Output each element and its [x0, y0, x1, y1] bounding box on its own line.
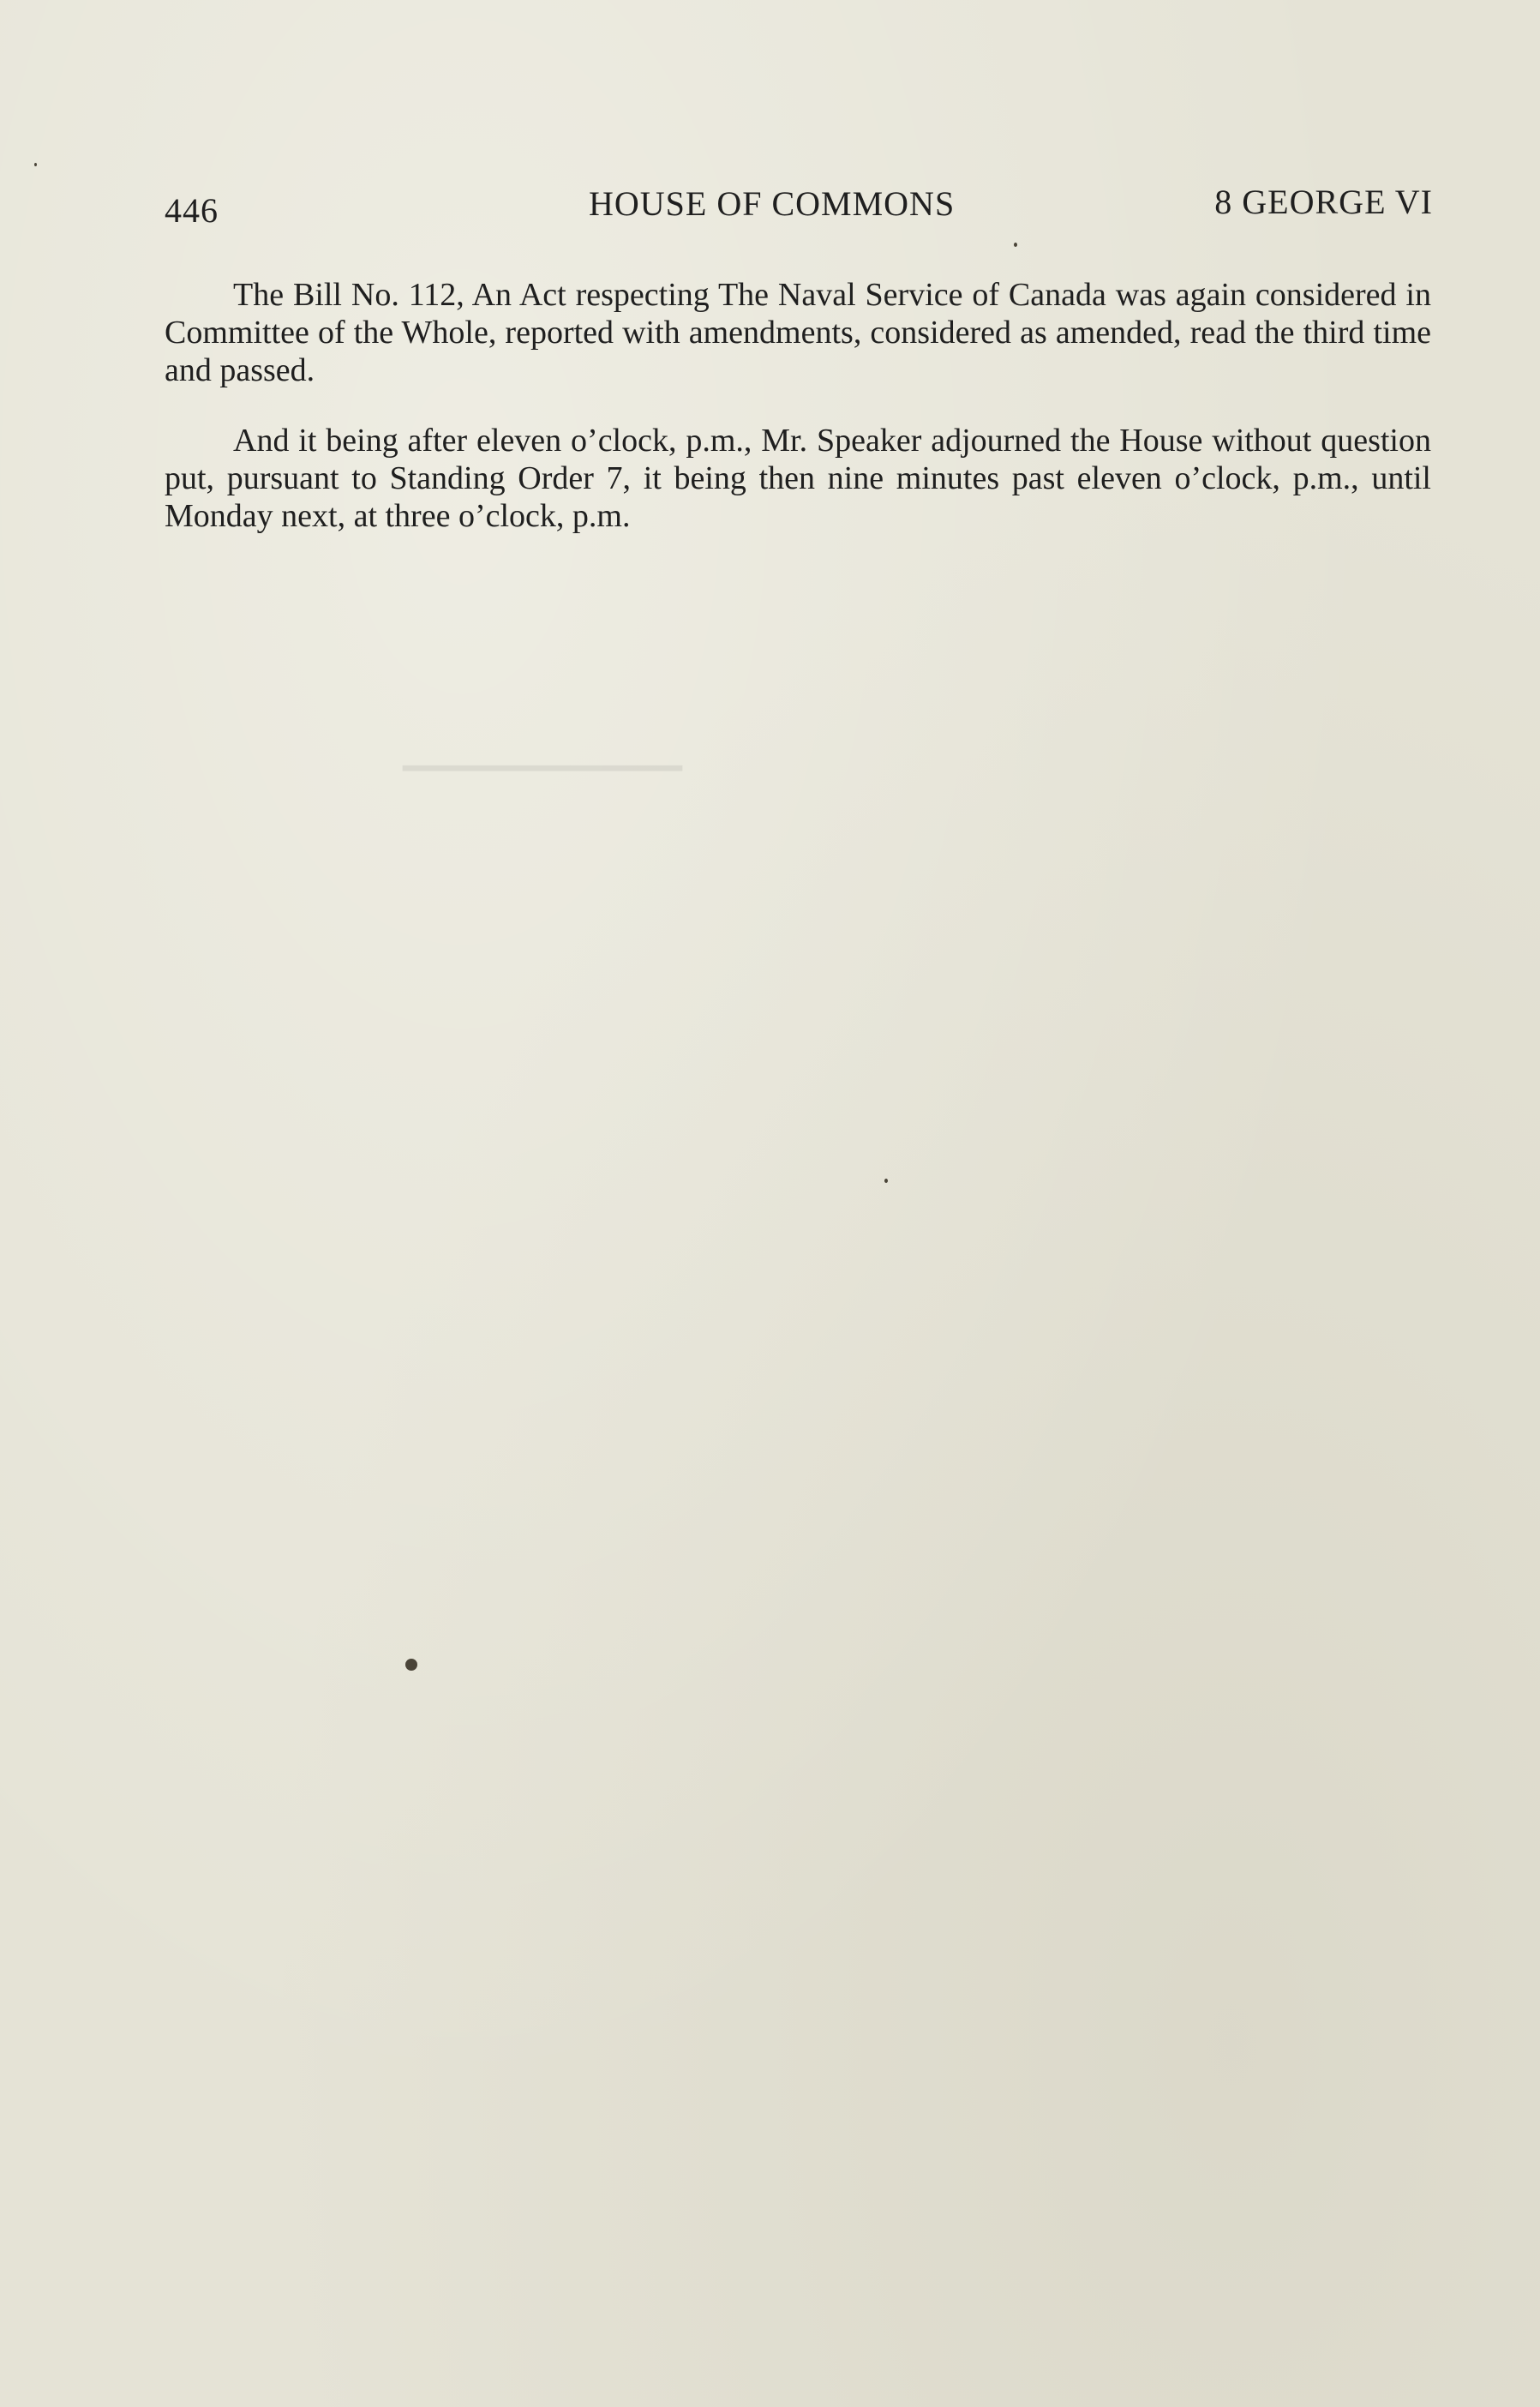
regnal-year: 8 GEORGE VI	[1214, 183, 1433, 221]
body-text	[165, 276, 1431, 567]
page-header	[165, 178, 1433, 230]
paragraph-adjournment: And it being after eleven o’clock, p.m., Mr. Speaker adjourned the House without question put, pursuant to Standing Order 7, it being then nine minutes past eleven o’clock, p.m., until Monday next, at three o’clock, p.m.	[165, 423, 1431, 534]
running-title: HOUSE OF COMMONS	[589, 184, 956, 223]
ink-speck	[884, 1179, 888, 1183]
show-through-decoration: ─────	[403, 722, 682, 809]
page-number: 446	[165, 191, 219, 230]
ink-speck	[405, 1659, 417, 1671]
paragraph-bill-112: The Bill No. 112, An Act respecting The Naval Service of Canada was again considered in Committee of the Whole, reported with amendments, considered as amended, read the third time and passed.	[165, 277, 1431, 388]
ink-speck	[1014, 243, 1017, 247]
ink-speck	[34, 163, 37, 166]
